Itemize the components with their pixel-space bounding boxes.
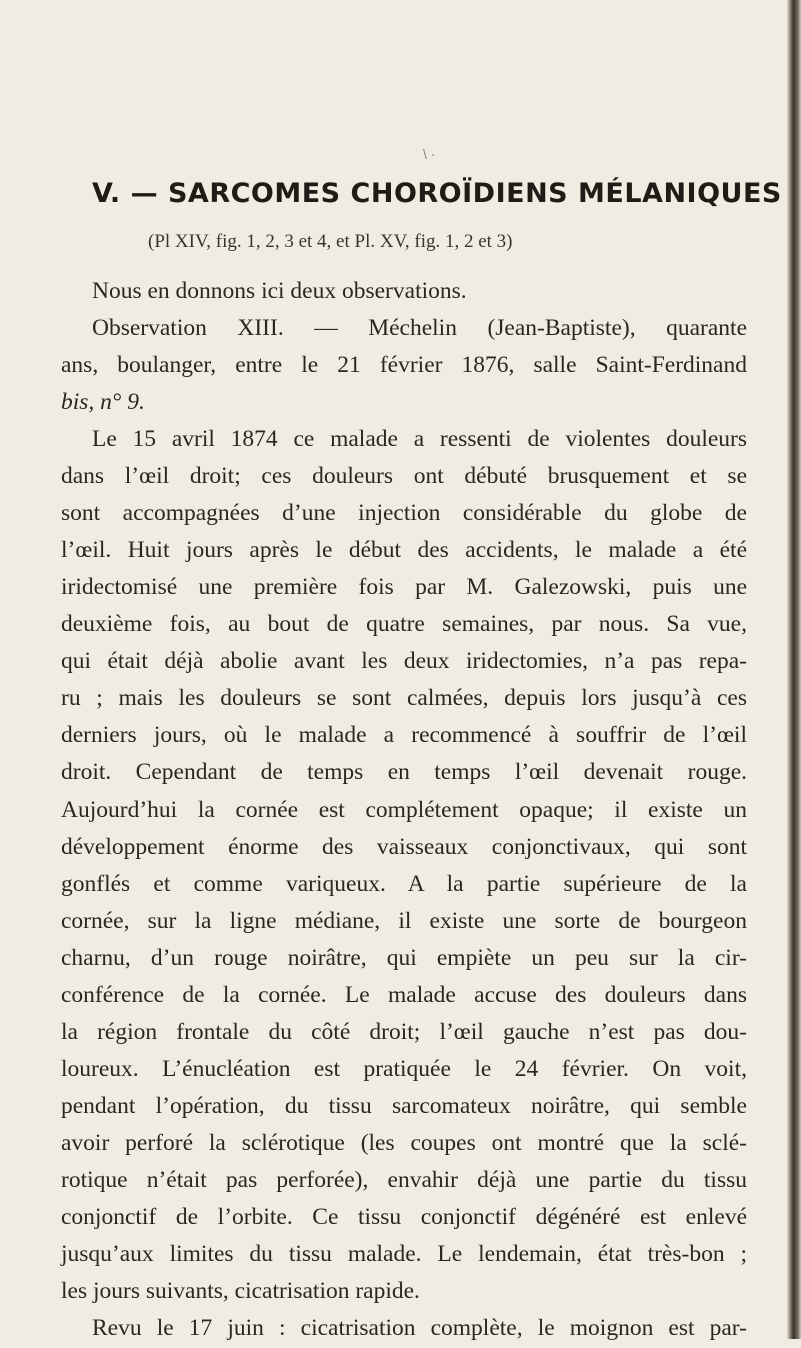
text-line: deuxième fois, au bout de quatre semaines, par nous. Sa vue,: [61, 611, 747, 637]
text-line: dans l’œil droit; ces douleurs ont débuté brusquement et se: [61, 463, 747, 489]
text-line: iridectomisé une première fois par M. Galezowski, puis une: [61, 574, 747, 600]
figure-reference: (Pl XIV, fig. 1, 2, 3 et 4, et Pl. XV, fig. 1, 2 et 3): [148, 231, 513, 252]
text-line: Revu le 17 juin : cicatrisation complète, le moignon est par-: [92, 1315, 747, 1341]
text-line: sont accompagnées d’une injection considérable du globe de: [61, 500, 747, 526]
text-line: conjonctif de l’orbite. Ce tissu conjonctif dégénéré est enlevé: [61, 1204, 747, 1230]
text-line: derniers jours, où le malade a recommencé à souffrir de l’œil: [61, 722, 747, 748]
text-line: la région frontale du côté droit; l’œil gauche n’est pas dou-: [61, 1019, 747, 1045]
text-line: conférence de la cornée. Le malade accuse des douleurs dans: [61, 982, 747, 1008]
text-line: avoir perforé la sclérotique (les coupes ont montré que la sclé-: [61, 1130, 747, 1156]
text-line: cornée, sur la ligne médiane, il existe une sorte de bourgeon: [61, 908, 747, 934]
text-line: Le 15 avril 1874 ce malade a ressenti de violentes douleurs: [92, 426, 747, 452]
text-line: ru ; mais les douleurs se sont calmées, depuis lors jusqu’à ces: [61, 685, 747, 711]
text-line: ans, boulanger, entre le 21 février 1876, salle Saint-Ferdinand: [61, 352, 747, 378]
section-heading: V. — SARCOMES CHOROÏDIENS MÉLANIQUES: [92, 178, 782, 209]
text-line: les jours suivants, cicatrisation rapide.: [61, 1278, 420, 1304]
text-line: qui était déjà abolie avant les deux iridectomies, n’a pas repa-: [61, 648, 747, 674]
page-binding-edge: [787, 0, 801, 1339]
text-line: jusqu’aux limites du tissu malade. Le lendemain, état très-bon ;: [61, 1241, 747, 1267]
text-line: charnu, d’un rouge noirâtre, qui empiète un peu sur la cir-: [61, 945, 747, 971]
text-line: développement énorme des vaisseaux conjonctivaux, qui sont: [61, 834, 747, 860]
text-line: droit. Cependant de temps en temps l’œil devenait rouge.: [61, 759, 747, 785]
text-line: Observation XIII. — Méchelin (Jean-Baptiste), quarante: [92, 315, 747, 341]
text-line: bis, n° 9.: [61, 389, 145, 415]
top-mark: \ ·: [423, 146, 436, 162]
text-line: loureux. L’énucléation est pratiquée le 24 février. On voit,: [61, 1056, 747, 1082]
text-line: Aujourd’hui la cornée est complétement opaque; il existe un: [61, 797, 747, 823]
text-line: pendant l’opération, du tissu sarcomateux noirâtre, qui semble: [61, 1093, 747, 1119]
text-line: gonflés et comme variqueux. A la partie supérieure de la: [61, 871, 747, 897]
text-line: rotique n’était pas perforée), envahir déjà une partie du tissu: [61, 1167, 747, 1193]
text-line: l’œil. Huit jours après le début des accidents, le malade a été: [61, 537, 747, 563]
text-line: Nous en donnons ici deux observations.: [92, 278, 467, 304]
